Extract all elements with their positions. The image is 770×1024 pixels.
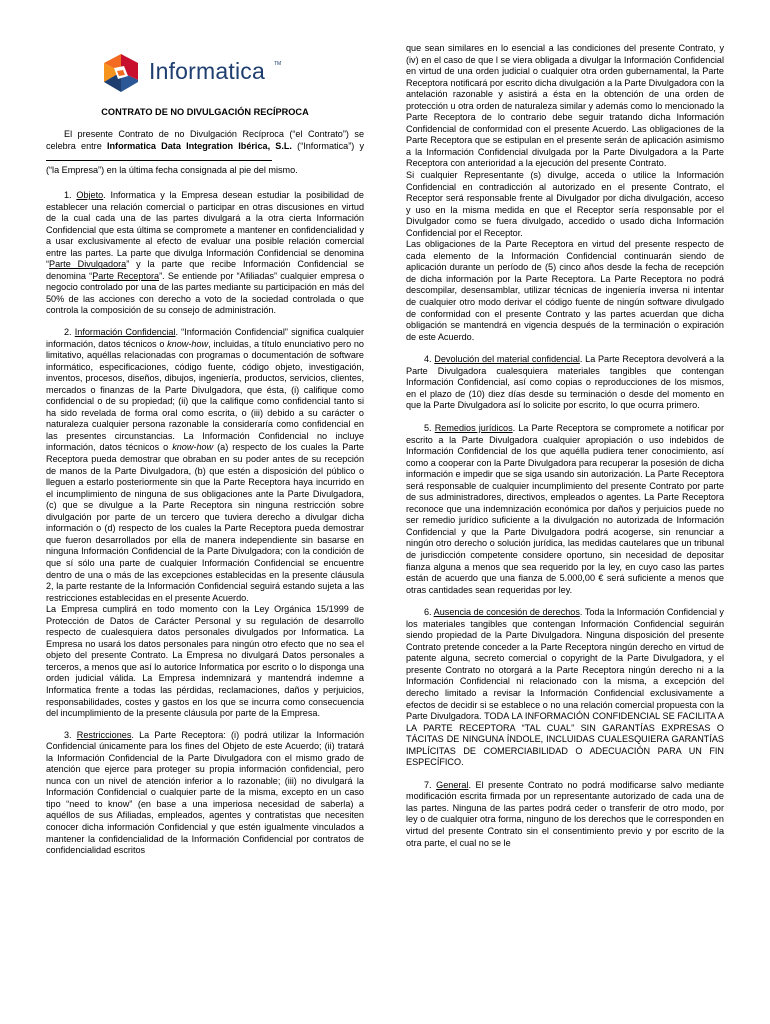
- informatica-logo-mark-icon: [98, 52, 144, 96]
- intro-paragraph: [46, 129, 364, 177]
- section-text: . La Parte Receptora se compromete a notificar por escrito a la Parte Divulgadora cualquier apropiación o uso indebidos de Información Confidencial de los que aquélla pudiera tener conocimiento, así como a cooperar con la Parte Divulgadora para recuperar la posesión de dicha información e impedir que se siga usando sin autorización. La Parte Receptora será responsable de cualquier incumplimiento del presente Contrato por parte de sus administradores, directivos, empleados o agentes. La Parte Receptora reconoce que una indemnización económica por daños y perjuicios puede no ser remedio jurídico suficiente a la divulgación no autorizada de Información Confidencial y que la Parte Divulgadora podrá acogerse, sin renunciar a ningún otro derecho o solución jurídica, las medidas cautelares que un tribunal de jurisdicción competente considere oportuno, sin necesidad de depositar fianza alguna a menos que sea requerido por la ley, en cuyo caso las partes están de acuerdo que una fianza de 5.000,00 € será suficiente a menos que otras cantidades sean requeridas por ley.: [406, 422, 725, 595]
- section-text: . El presente Contrato no podrá modificarse salvo mediante modificación escrita firmada por un representante autorizado de cada una de las partes. Ninguna de las partes podrá ceder o transferir de otro modo, por ley o de cualquier otra forma, ninguno de los derechos que le corresponden en virtud del presente Contrato sin el consentimiento previo y por escrito de la otra parte, el cual no se le: [406, 779, 725, 848]
- section-6: [406, 607, 724, 769]
- section-heading: General: [436, 779, 469, 790]
- section-text: (a) respecto de los cuales la Parte Receptora pueda demostrar que obraban en su poder antes de su recepción de manos de la Parte Divulgadora, (b) que estén a disposición del público o lleguen a estarlo posteriormente sin que la Parte Receptora haya incurrido en el incumplimiento de ninguna de sus obligaciones ante la Parte Divulgadora, (c) que se divulgue a la Parte Receptora sin ninguna restricción sobre divulgación por parte de un tercero que tuviera derecho a divulgar dicha información o (d) respecto de los cuales la Parte Receptora pueda demostrar que fueron desarrollados por ella de manera independiente sin basarse en ninguna Información Confidencial de la Parte Divulgadora; con la condición de que sí sólo una parte de cualquier Información Confidencial se encuentre dentro de una o más de las excepciones establecidas en la presente cláusula 2, la parte restante de la Información Confidencial seguirá estando sujeta a las restricciones establecidas en el presente Acuerdo.: [46, 442, 364, 603]
- section-text: . La Parte Receptora: (i) podrá utilizar la Información Confidencial únicamente para los fines del Objeto de este Acuerdo; (ii) tratará la Información Confidencial de la Parte Divulgadora con el mismo grado de atención que ejerce para proteger su propia información confidencial, pero nunca con un nivel de atención inferior a lo razonable; (iii) no divulgará la Información Confidencial o cualquier parte de la misma, excepto en un caso tipo “need to know” (en base a una imperiosa necesidad de saberla) a aquéllos de sus Afiliadas, empleados, agentes y contratistas que necesiten conocer dicha información Confidencial y que estén igualmente vinculados a mantener la confidencialidad de la Información Confidencial por contratos de confidencialidad escritos: [46, 729, 364, 856]
- document-title: CONTRATO DE NO DIVULGACIÓN RECÍPROCA: [101, 107, 309, 117]
- section-text: . Informatica y la Empresa desean estudiar la posibilidad de establecer una relación comercial o participar en otras discusiones en virtud de la cual cada una de las partes divulgará a la otra cierta Información Confidencial que esta última se compromete a mantener en confidencialidad y a usar exclusivamente al efecto de evaluar una posible relación comercial entre las partes. La parte que divulga Información Confidencial se denomina “: [46, 190, 364, 270]
- intro-text-b: (“Informatica”) y: [291, 140, 364, 151]
- section-number: 7.: [424, 779, 432, 790]
- section-heading: Remedios jurídicos: [434, 422, 513, 433]
- section-2-data-protection: La Empresa cumplirá en todo momento con la Ley Orgánica 15/1999 de Protección de Datos de Carácter Personal y su regulación de desarrollo respecto de cualesquiera datos personales divulgados por Informatica. La Empresa no usará los datos personales para ningún otro efecto que no sea el objeto del presente Contrato. La Empresa no divulgará Datos personales a terceros, a menos que así lo autorice Informatica por escrito o lo disponga una orden judicial válida. La Empresa indemnizará y mantendrá indemne a Informatica frente a todas las pérdidas, reclamaciones, daños y perjuicios, responsabilidades, costes y gastos en los que se incurra como consecuencia del incumplimiento de la presente cláusula por parte de la Empresa.: [46, 604, 364, 719]
- section-heading: Objeto: [76, 190, 104, 200]
- trademark-symbol: TM: [274, 61, 282, 67]
- intro-text-a: El presente Contrato de no Divulgación Recíproca (“el Contrato”) se celebra entre: [46, 129, 364, 151]
- section-3-continued: que sean similares en lo esencial a las condiciones del presente Contrato, y (iv) en el caso de que l se viera obligada a divulgar la Información Confidencial en virtud de una orden judicial o cualquier otra orden gubernamental, la Parte Receptora notificará por escrito dicha divulgación a la Parte Divulgadora con la antelación razonable y asistirá a ésta en la obtención de una orden de protección u otra orden de naturaleza similar y además como lo mencionado la Parte Receptora de lo contrario debe seguir tratando dicha Información Confidencial de conformidad con el presente Acuerdo. Las obligaciones de la Parte Receptora que se estipulan en el presente serán de aplicación asimismo a la Información Confidencial divulgada por la Parte Divulgadora a la Parte Receptora con anterioridad a la ejecución del presente Contrato.: [406, 43, 724, 169]
- section-number: 6.: [424, 607, 432, 618]
- intro-text-c: (“la Empresa”) en la última fecha consignada al pie del mismo.: [46, 165, 298, 176]
- left-column: [46, 190, 364, 857]
- section-number: 1.: [64, 190, 72, 200]
- company-blank-line[interactable]: [46, 152, 272, 161]
- informatica-logo: [98, 52, 288, 96]
- section-number: 5.: [424, 422, 432, 433]
- right-column: [406, 43, 724, 860]
- section-text: , incluidas, a título enunciativo pero no limitativo, aquéllas relacionadas con programas o documentación de software informático, especificaciones, código fuente, código objeto, investigación, inventos, procesos, diseños, dibujos, ingeniería, productos, servicios, clientes, mercados o finanzas de la Parte Divulgadora, que ésta, (i) califique como confidencial o de su propiedad; (ii) que la califique como confidencial tanto si ha sido revelada de forma oral como escrita, o (iii) debido a su carácter o naturaleza cualquier persona razonable la consideraría como confidencial en las presentes circunstancias. La Información Confidencial no incluye información, datos técnicos o: [46, 338, 364, 453]
- section-text: ”. Se entiende por “Afiliadas” cualquier empresa o negocio controlado por una de las partes mediante su participación en más del 50% de las acciones con derecho a voto de la sociedad controlada o que controla la composición de su consejo de administración.: [46, 270, 365, 316]
- defined-term: Parte Divulgadora: [49, 259, 127, 270]
- defined-term: Parte Receptora: [92, 270, 160, 281]
- section-text: . La Parte Receptora devolverá a la Parte Divulgadora cualesquiera materiales tangibles que contengan Información Confidencial, así como copias o reproducciones de los mismos, en el plazo de (10) diez días desde su terminación o desde del momento en que la Parte Divulgadora así lo solicite por escrito, lo que ocurra primero.: [406, 354, 725, 411]
- section-number: 4.: [424, 354, 432, 365]
- section-7: [406, 780, 724, 849]
- section-text: . “Información Confidencial” significa cualquier información, datos técnicos o: [46, 327, 364, 349]
- section-number: 2.: [64, 327, 72, 338]
- section-3-representatives: Si cualquier Representante (s) divulge, acceda o utilice la Información Confidencial en contradicción al autorizado en el presente Contrato, el Receptor será responsable frente al Divulgador por dicha divulgación, acceso y uso en la misma medida en que el Receptor sería responsable por el Divulgador como se fuera divulgado, accedido o usado dicha Información Confidencial por el Receptor.: [406, 170, 724, 238]
- section-text: ” y la parte que recibe Información Confidencial se denomina “: [46, 259, 364, 281]
- section-3: [46, 730, 364, 857]
- company-name: Informatica Data Integration Ibérica, S.L.: [106, 140, 292, 151]
- section-4: [406, 354, 724, 412]
- section-heading: Información Confidencial: [74, 327, 176, 338]
- section-number: 3.: [64, 729, 72, 740]
- section-heading: Restricciones: [76, 729, 132, 740]
- brand-name: Informatica: [149, 58, 265, 84]
- section-text: . Toda la Información Confidencial y los materiales tangibles que contengan Información Confidencial seguirán siendo propiedad de la Parte Divulgadora. Ninguna disposición del presente Contrato pretende conceder a la Parte Receptora ningún derecho en virtud de patente alguna, secreto comercial o copyright de la Parte Divulgadora, y el presente Contrato no otorgará a la Parte Receptora ningún derecho ni a la Información Confidencial ni relacionado con la misma, a excepción del derecho limitado a revisar la Información Confidencial exclusivamente a efectos de decidir si se establece o no una relación comercial propuesta con la Parte Divulgadora. TODA LA INFORMACIÓN CONFIDENCIAL SE FACILITA A LA PARTE RECEPTORA “TAL CUAL” SIN GARANTÍAS EXPRESAS O TÁCITAS DE NINGUNA ÍNDOLE, INCLUIDAS CUALESQUIERA GARANTÍAS IMPLÍCITAS DE COMERCIABILIDAD O ADECUACIÓN PARA UN FIN ESPECÍFICO.: [406, 607, 724, 768]
- section-2: [46, 327, 364, 604]
- section-heading: Ausencia de concesión de derechos: [433, 607, 580, 618]
- section-3-duration: Las obligaciones de la Parte Receptora en virtud del presente respecto de cada elemento de la Información Confidencial continuarán siendo de aplicación durante un período de (5) cinco años desde la fecha de recepción de dicha información por la Parte Receptora. La Parte Receptora no podrá descompilar, desensamblar, utilizar técnicas de ingeniería inversa ni intentar de cualquier otro modo derivar el código fuente de ningún software divulgado de conformidad con el presente Contrato y las partes acuerdan que dicha obligación se mantendrá en vigencia después de la terminación o expiración de este Acuerdo.: [406, 239, 724, 342]
- section-5: [406, 423, 724, 596]
- section-heading: Devolución del material confidencial: [434, 354, 580, 365]
- italic-term: know-how: [172, 442, 214, 453]
- italic-term: know-how: [167, 338, 209, 349]
- section-1: [46, 190, 364, 317]
